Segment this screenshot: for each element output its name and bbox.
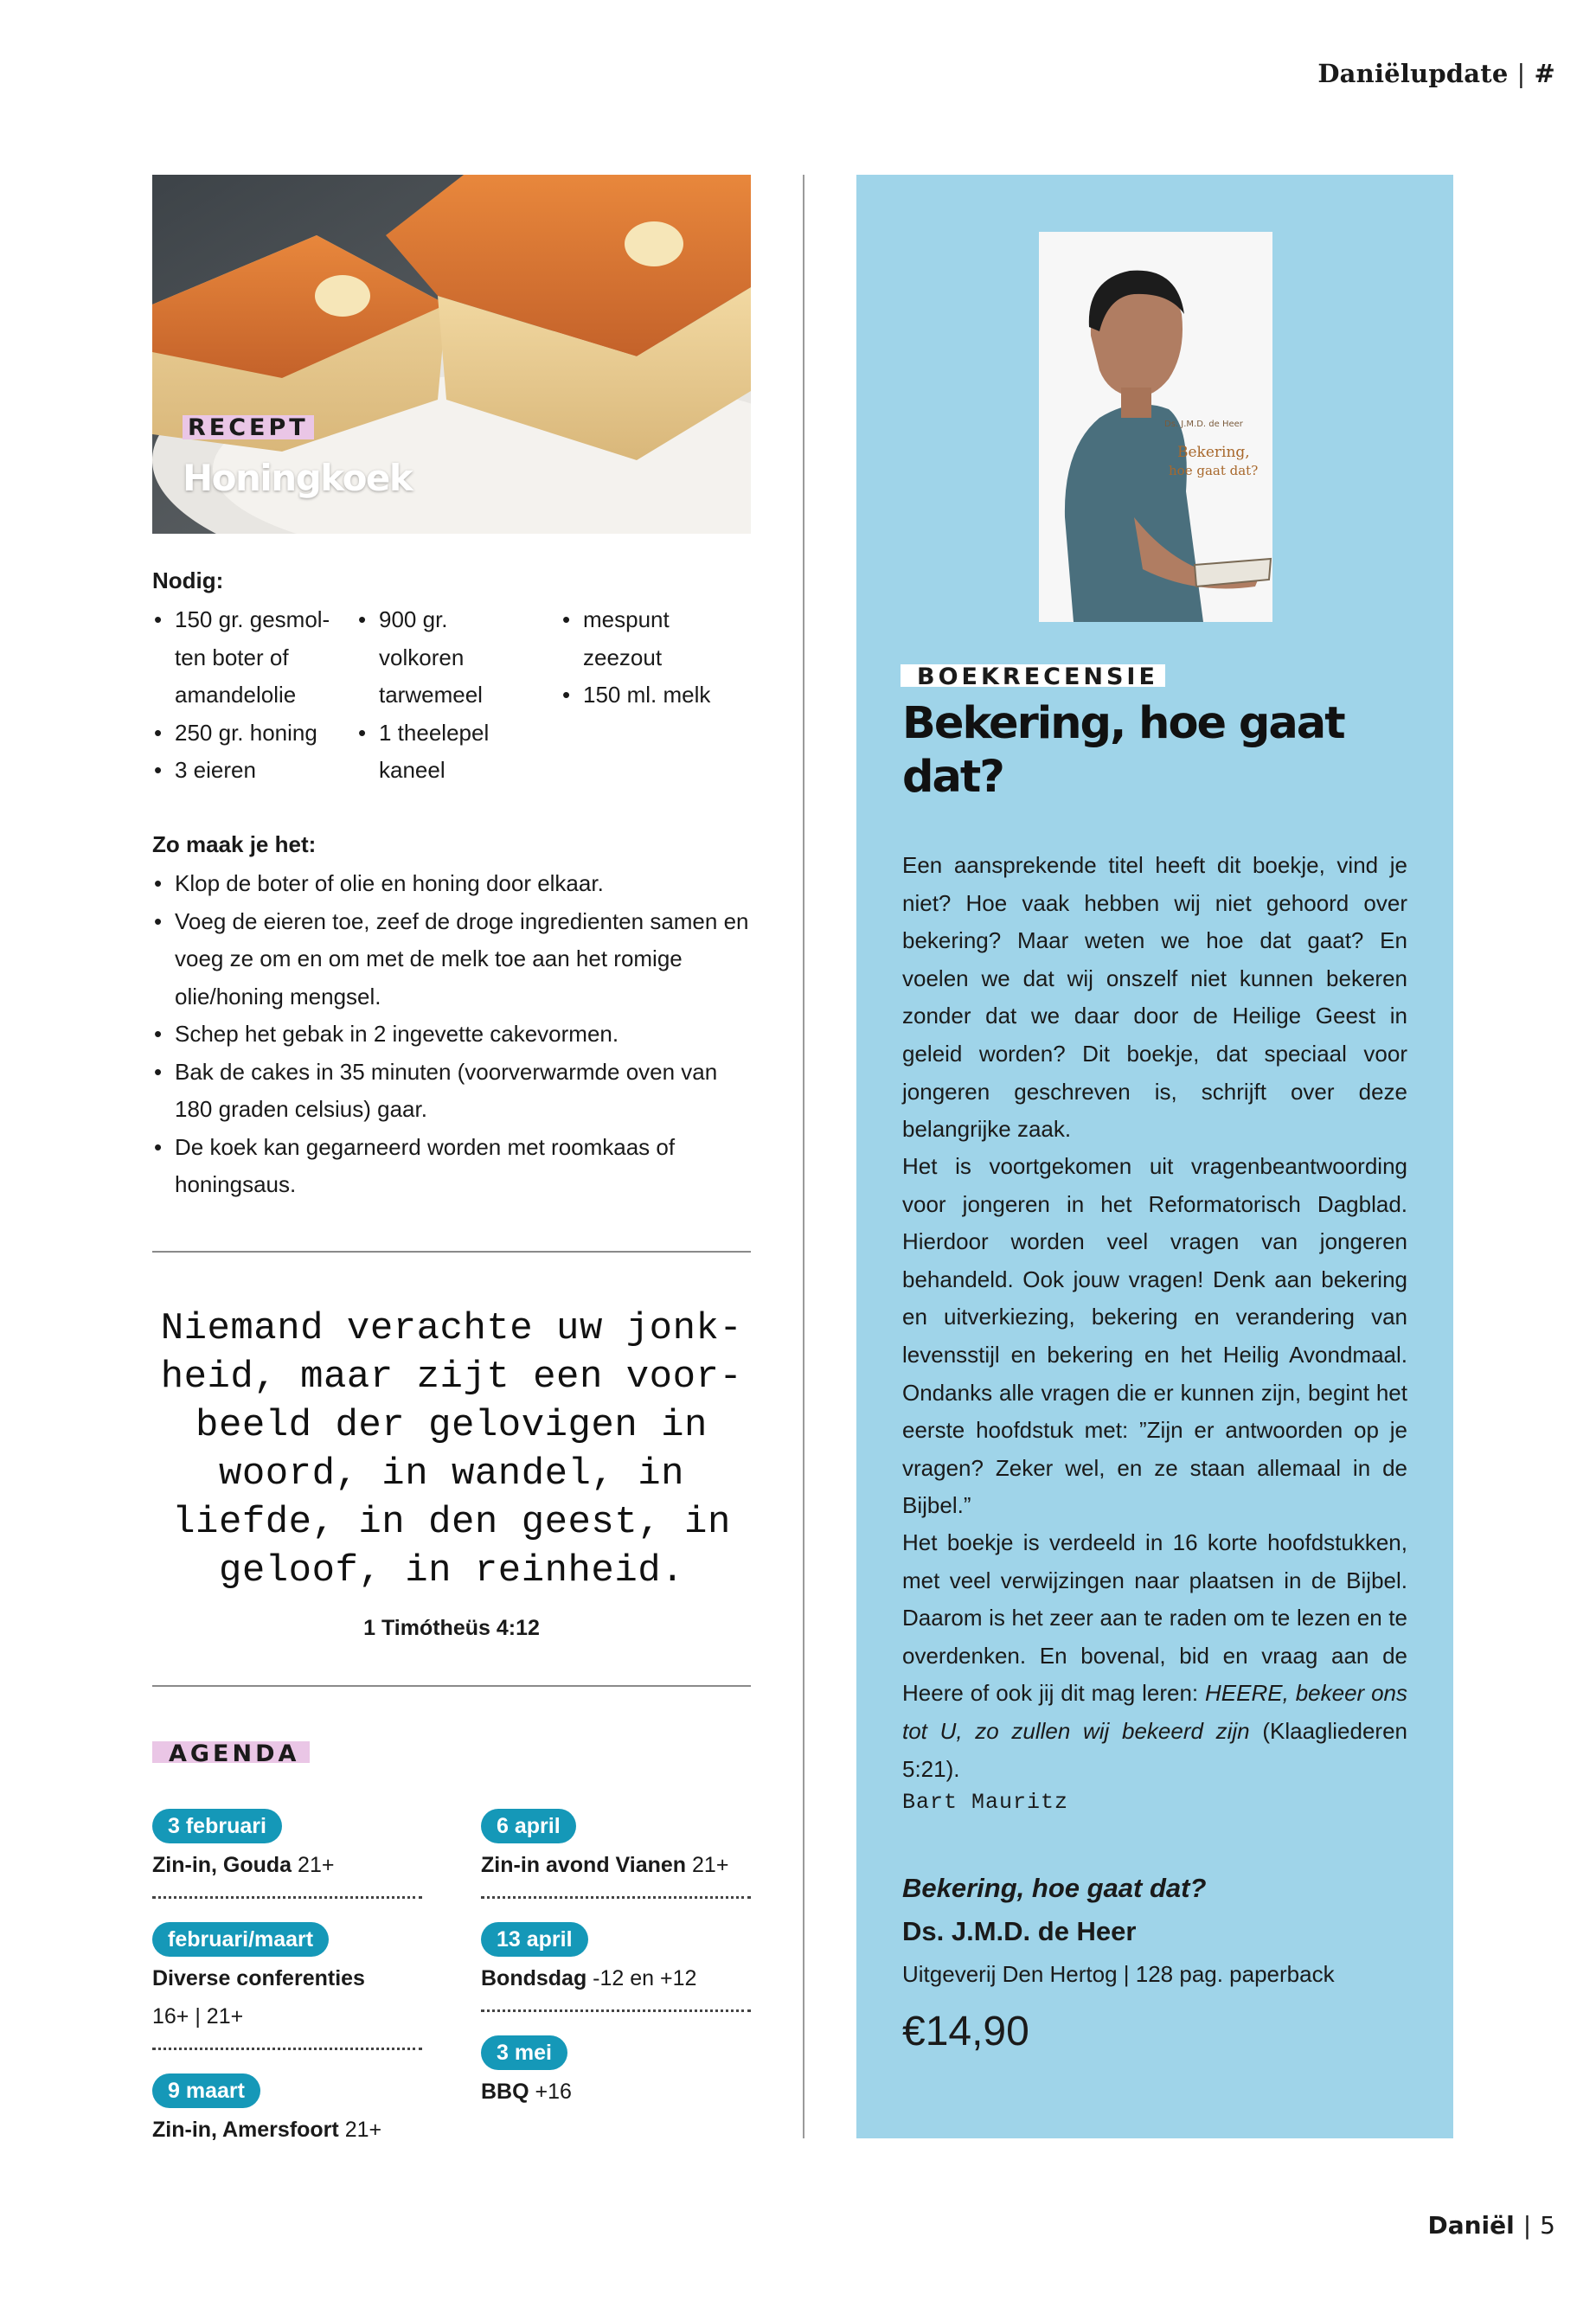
event-name: Zin-in, Amersfoort: [152, 2118, 339, 2142]
agenda-event: [481, 1965, 696, 1991]
footer-separator: |: [1522, 2211, 1532, 2240]
event-note: +16: [529, 2080, 572, 2104]
divider: [152, 1685, 751, 1687]
ingredients-heading: Nodig:: [152, 567, 224, 593]
magazine-name: Daniël: [1427, 2211, 1515, 2240]
agenda-date-badge: 3 mei: [481, 2035, 567, 2070]
method-step: • Voeg de eieren toe, zeef de droge ingredienten samen en voeg ze om en om met de melk toe aan het romige olie/honing mengsel.: [152, 903, 758, 1016]
agenda-event: [152, 2117, 381, 2143]
ingredient-item: • mespunt zeezout: [561, 601, 751, 676]
bible-quote: [152, 1304, 751, 1595]
quote-line: geloof, in reinheid.: [218, 1549, 685, 1593]
page-footer: [1427, 2211, 1555, 2240]
header-separator: |: [1516, 59, 1526, 88]
book-publisher: Uitgeverij Den Hertog | 128 pag. paperback: [902, 1961, 1335, 1987]
hash-mark: #: [1534, 59, 1555, 88]
event-note: 21+: [338, 2118, 382, 2142]
agenda-event: [152, 1852, 334, 1878]
recipe-tag: RECEPT: [183, 415, 314, 439]
ingredient-item: • 3 eieren: [152, 752, 344, 790]
running-header: [1317, 59, 1555, 88]
dotted-separator: [152, 2048, 422, 2050]
quote-reference: 1 Timótheüs 4:12: [363, 1616, 540, 1640]
agenda-date-badge: 13 april: [481, 1922, 588, 1957]
cover-title-line2: hoe gaat dat?: [1169, 463, 1259, 478]
review-tag: BOEKRECENSIE: [901, 664, 1165, 687]
event-name: Diverse conferenties: [152, 1966, 365, 1990]
book-title: Bekering, hoe gaat dat?: [902, 1873, 1207, 1903]
review-title: Bekering, hoe gaat dat?: [902, 698, 1344, 803]
dotted-separator: [481, 2009, 751, 2012]
quote-line: heid, maar zijt een voor-: [160, 1356, 743, 1399]
paragraph-text: (Klaagliederen 5:21).: [902, 1717, 1407, 1782]
method-step: • Bak de cakes in 35 minuten (voorverwarmde oven van 180 graden celsius) gaar.: [152, 1054, 758, 1129]
method-step: • Schep het gebak in 2 ingevette cakevormen.: [152, 1016, 758, 1054]
agenda-date-badge: 3 februari: [152, 1809, 282, 1843]
event-name: Zin-in avond Vianen: [481, 1853, 687, 1877]
dotted-separator: [481, 1896, 751, 1899]
book-cover: [1039, 232, 1272, 622]
ingredients-column-3: [561, 601, 751, 715]
review-paragraph: Het is voortgekomen uit vragenbeantwoording voor jongeren in het Reformatorisch Dagblad. Hierdoor worden veel vragen van jongeren behandeld. Ook jouw vragen! Denk aan bekering en uitverkiezing, bekering en verandering van levensstijl en bekering en het Heilig Avondmaal. Ondanks alle vragen die er kunnen zijn, begint het eerste hoofdstuk met: ”Zijn er antwoorden op je vragen? Zeker wel, en ze staan allemaal in de Bijbel.”: [902, 1153, 1407, 1519]
ingredients-column-1: [152, 601, 344, 790]
review-paragraph: [902, 1524, 1407, 1788]
quote-line: woord, in wandel, in: [218, 1452, 685, 1496]
agenda-event: [152, 1965, 365, 1991]
ingredient-item: • 1 theelepel kaneel: [356, 715, 529, 790]
recipe-title: Honingkoek: [183, 457, 413, 499]
book-price: €14,90: [902, 2009, 1029, 2054]
ingredient-item: • 150 ml. melk: [561, 676, 751, 715]
agenda-date-badge: 9 maart: [152, 2073, 260, 2108]
cover-title-line1: Bekering,: [1177, 444, 1250, 461]
ingredients-column-2: [356, 601, 529, 790]
scripture-quote: HEERE, bekeer ons tot U, zo zullen wij bekeerd zijn: [902, 1680, 1408, 1744]
event-note: 16+ | 21+: [152, 2004, 244, 2029]
method-step: • De koek kan gegarneerd worden met roomkaas of honingsaus.: [152, 1129, 758, 1204]
agenda-event: [481, 1852, 728, 1878]
book-author: Ds. J.M.D. de Heer: [902, 1916, 1137, 1946]
ingredient-item: • 250 gr. honing: [152, 715, 344, 753]
cover-author: Ds. J.M.D. de Heer: [1164, 420, 1243, 429]
event-name: BBQ: [481, 2080, 529, 2104]
section-title: Daniëlupdate: [1317, 59, 1509, 88]
event-name: Zin-in, Gouda: [152, 1853, 292, 1877]
method-steps: [152, 865, 758, 1204]
review-paragraph: Een aansprekende titel heeft dit boekje, vind je niet? Hoe vaak hebben wij niet gehoord over bekering? Maar weten we hoe dat gaat? En voelen we dat wij onszelf niet kunnen bekeren zonder dat we daar door de Heilige Geest in geleid worden? Dit boekje, dat speciaal voor jongeren geschreven is, schrijft over deze belangrijke zaak.: [902, 852, 1407, 1143]
agenda-date-badge: 6 april: [481, 1809, 576, 1843]
dotted-separator: [152, 1896, 422, 1899]
quote-line: beeld der gelovigen in: [195, 1404, 708, 1447]
event-note: 21+: [292, 1853, 335, 1877]
event-name: Bondsdag: [481, 1966, 587, 1990]
event-note: 21+: [686, 1853, 729, 1877]
ingredient-item: • 900 gr. volkoren tarwemeel: [356, 601, 529, 715]
divider: [152, 1251, 751, 1253]
quote-line: liefde, in den geest, in: [172, 1501, 731, 1544]
agenda-tag: AGENDA: [152, 1741, 310, 1763]
ingredient-item: • 150 gr. gesmol-ten boter of amandelolie: [152, 601, 344, 715]
quote-line: Niemand verachte uw jonk-: [160, 1307, 743, 1350]
review-author: Bart Mauritz: [902, 1790, 1069, 1815]
event-note: -12 en +12: [586, 1966, 697, 1990]
paragraph-text: Het boekje is verdeeld in 16 korte hoofdstukken, met veel verwijzingen naar plaatsen in de Bijbel. Daarom is het zeer aan te raden om te lezen en te overdenken. En bovenal, bid en vraag aan de Heere of ook jij dit mag leren:: [902, 1529, 1407, 1707]
method-heading: Zo maak je het:: [152, 831, 317, 857]
method-step: • Klop de boter of olie en honing door elkaar.: [152, 865, 758, 903]
agenda-event: [481, 2079, 572, 2105]
column-divider: [803, 175, 804, 2138]
page-number: 5: [1540, 2211, 1555, 2240]
book-details: [902, 1867, 1335, 2062]
agenda-date-badge: februari/maart: [152, 1922, 329, 1957]
